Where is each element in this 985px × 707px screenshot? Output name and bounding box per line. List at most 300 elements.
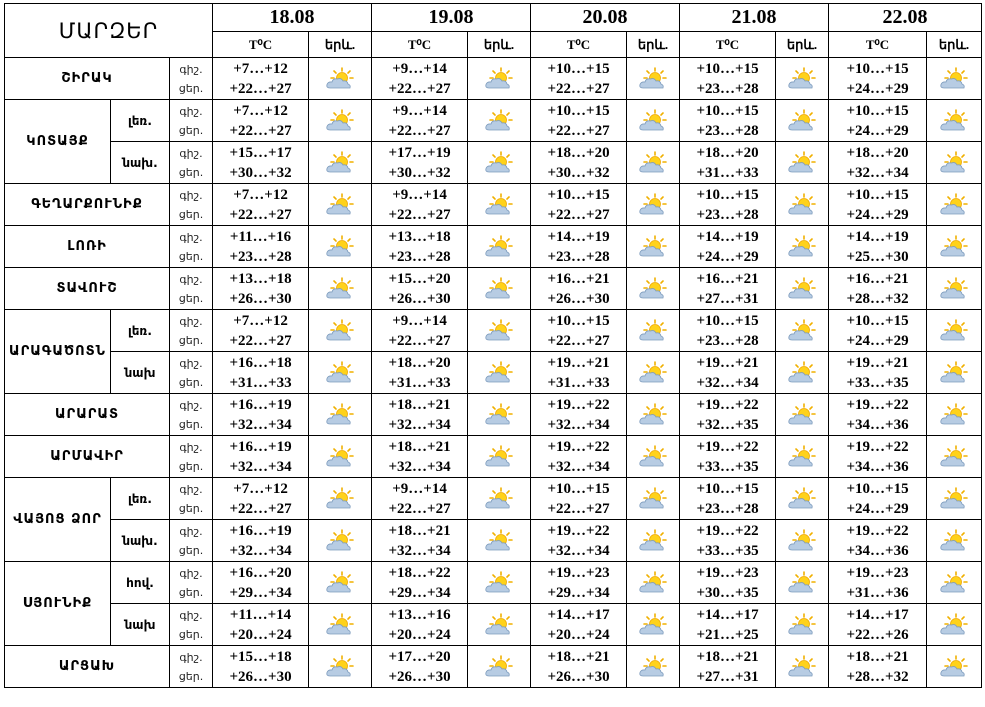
day-temp: +22…+27 <box>547 80 610 97</box>
sun-behind-cloud-icon <box>927 487 981 511</box>
day-label: ցեր. <box>178 417 204 431</box>
night-temp: +19…+23 <box>696 564 759 581</box>
day-temp: +23…+28 <box>696 500 759 517</box>
subregion-label: լեռ. <box>111 100 170 142</box>
time-of-day-labels <box>170 604 213 646</box>
weather-cell <box>627 310 680 352</box>
temperature-cell <box>213 436 309 478</box>
weather-cell <box>927 604 982 646</box>
weather-cell <box>927 100 982 142</box>
table-row <box>5 310 982 352</box>
sun-behind-cloud-icon <box>776 571 828 595</box>
day-temp: +24…+29 <box>846 500 909 517</box>
weather-cell <box>927 394 982 436</box>
weather-cell <box>309 58 372 100</box>
night-temp: +19…+22 <box>547 522 610 539</box>
day-temp: +24…+29 <box>846 206 909 223</box>
night-temp: +14…+17 <box>696 606 759 623</box>
night-temp: +18…+21 <box>388 438 451 455</box>
night-temp: +17…+19 <box>388 144 451 161</box>
day-temp: +22…+27 <box>388 122 451 139</box>
sun-behind-cloud-icon <box>468 277 530 301</box>
night-temp: +15…+18 <box>229 648 292 665</box>
sun-behind-cloud-icon <box>927 361 981 385</box>
sun-behind-cloud-icon <box>776 109 828 133</box>
date-header: 21.08 <box>680 4 829 32</box>
night-temp: +16…+21 <box>696 270 759 287</box>
day-temp: +22…+26 <box>846 626 909 643</box>
day-temp: +26…+30 <box>229 290 292 307</box>
day-temp: +22…+27 <box>547 500 610 517</box>
sun-behind-cloud-icon <box>927 151 981 175</box>
day-temp: +20…+24 <box>388 626 451 643</box>
temperature-cell <box>213 142 309 184</box>
day-label: ցեր. <box>178 585 204 599</box>
sun-behind-cloud-icon <box>627 613 679 637</box>
table-row <box>5 352 982 394</box>
region-name: ՇԻՐԱԿ <box>5 58 170 100</box>
weather-cell <box>309 142 372 184</box>
temperature-cell <box>829 646 927 688</box>
temperature-cell <box>213 226 309 268</box>
night-label: գիշ. <box>179 230 203 244</box>
weather-cell <box>627 604 680 646</box>
weather-cell <box>627 268 680 310</box>
time-of-day-labels <box>170 394 213 436</box>
night-temp: +18…+20 <box>696 144 759 161</box>
day-temp: +32…+34 <box>547 458 610 475</box>
night-temp: +19…+22 <box>846 396 909 413</box>
weather-cell <box>927 436 982 478</box>
night-temp: +18…+21 <box>388 522 451 539</box>
sun-behind-cloud-icon <box>776 613 828 637</box>
sun-behind-cloud-icon <box>627 235 679 259</box>
night-temp: +19…+22 <box>696 522 759 539</box>
temperature-cell <box>531 268 627 310</box>
day-temp: +23…+28 <box>229 248 292 265</box>
night-label: գիշ. <box>179 398 203 412</box>
night-label: գիշ. <box>179 440 203 454</box>
night-temp: +14…+19 <box>696 228 759 245</box>
temperature-cell <box>531 58 627 100</box>
temperature-cell <box>829 394 927 436</box>
night-temp: +7…+12 <box>233 186 288 203</box>
region-name: ԼՈՌԻ <box>5 226 170 268</box>
region-name: ԿՈՏԱՅՔ <box>5 100 111 184</box>
night-temp: +19…+22 <box>846 438 909 455</box>
weather-cell <box>927 310 982 352</box>
night-temp: +10…+15 <box>696 480 759 497</box>
night-temp: +14…+17 <box>846 606 909 623</box>
weather-cell <box>627 58 680 100</box>
temperature-cell <box>213 184 309 226</box>
weather-cell <box>927 646 982 688</box>
night-temp: +16…+18 <box>229 354 292 371</box>
temperature-cell <box>531 184 627 226</box>
sun-behind-cloud-icon <box>627 361 679 385</box>
night-temp: +10…+15 <box>696 312 759 329</box>
sun-behind-cloud-icon <box>927 613 981 637</box>
subregion-label: հով. <box>111 562 170 604</box>
day-temp: +32…+34 <box>388 458 451 475</box>
night-temp: +16…+21 <box>846 270 909 287</box>
sun-behind-cloud-icon <box>309 613 371 637</box>
weather-cell <box>776 310 829 352</box>
night-temp: +11…+16 <box>229 228 292 245</box>
day-temp: +23…+28 <box>547 248 610 265</box>
night-temp: +10…+15 <box>696 60 759 77</box>
temperature-cell <box>372 310 468 352</box>
temperature-cell <box>680 310 776 352</box>
day-temp: +33…+35 <box>846 374 909 391</box>
weather-column-header: երև. <box>776 32 829 58</box>
day-label: ցեր. <box>178 627 204 641</box>
day-temp: +22…+27 <box>388 332 451 349</box>
night-temp: +7…+12 <box>233 312 288 329</box>
night-temp: +10…+15 <box>547 312 610 329</box>
night-temp: +7…+12 <box>233 480 288 497</box>
day-temp: +32…+34 <box>696 374 759 391</box>
night-label: գիշ. <box>179 356 203 370</box>
weather-cell <box>309 352 372 394</box>
weather-cell <box>627 394 680 436</box>
time-of-day-labels <box>170 142 213 184</box>
day-temp: +28…+32 <box>846 668 909 685</box>
day-temp: +20…+24 <box>547 626 610 643</box>
weather-cell <box>309 100 372 142</box>
regions-header: ՄԱՐԶԵՐ <box>5 4 213 58</box>
weather-cell <box>927 352 982 394</box>
day-label: ցեր. <box>178 333 204 347</box>
weather-cell <box>627 478 680 520</box>
table-row <box>5 604 982 646</box>
temperature-cell <box>531 226 627 268</box>
night-temp: +13…+16 <box>388 606 451 623</box>
day-temp: +30…+32 <box>388 164 451 181</box>
region-name: ԳԵՂԱՐՔՈՒՆԻՔ <box>5 184 170 226</box>
night-temp: +15…+20 <box>388 270 451 287</box>
forecast-table <box>4 3 982 688</box>
day-temp: +22…+27 <box>547 206 610 223</box>
temperature-cell <box>372 184 468 226</box>
temp-column-header: T⁰C <box>372 32 468 58</box>
day-temp: +32…+34 <box>229 458 292 475</box>
weather-cell <box>927 142 982 184</box>
region-name: ՎԱՅՈՑ ՁՈՐ <box>5 478 111 562</box>
region-name: ՍՅՈՒՆԻՔ <box>5 562 111 646</box>
night-temp: +10…+15 <box>547 60 610 77</box>
subregion-label: լեռ. <box>111 478 170 520</box>
sun-behind-cloud-icon <box>468 151 530 175</box>
time-of-day-labels <box>170 184 213 226</box>
day-temp: +26…+30 <box>388 668 451 685</box>
sun-behind-cloud-icon <box>468 613 530 637</box>
sun-behind-cloud-icon <box>776 361 828 385</box>
day-temp: +33…+35 <box>696 542 759 559</box>
night-temp: +19…+21 <box>696 354 759 371</box>
sun-behind-cloud-icon <box>776 67 828 91</box>
temperature-cell <box>372 646 468 688</box>
sun-behind-cloud-icon <box>927 445 981 469</box>
temperature-cell <box>829 436 927 478</box>
region-name: ԱՐՑԱԽ <box>5 646 170 688</box>
day-temp: +22…+27 <box>229 332 292 349</box>
day-label: ցեր. <box>178 669 204 683</box>
sun-behind-cloud-icon <box>927 235 981 259</box>
day-temp: +27…+31 <box>696 290 759 307</box>
day-label: ցեր. <box>178 543 204 557</box>
day-label: ցեր. <box>178 123 204 137</box>
sun-behind-cloud-icon <box>627 403 679 427</box>
day-temp: +22…+27 <box>547 122 610 139</box>
sun-behind-cloud-icon <box>927 319 981 343</box>
time-of-day-labels <box>170 58 213 100</box>
temperature-cell <box>680 268 776 310</box>
night-temp: +18…+20 <box>388 354 451 371</box>
day-temp: +32…+34 <box>547 542 610 559</box>
weather-cell <box>627 100 680 142</box>
night-temp: +15…+17 <box>229 144 292 161</box>
temperature-cell <box>372 394 468 436</box>
sun-behind-cloud-icon <box>627 109 679 133</box>
temperature-cell <box>531 436 627 478</box>
temperature-cell <box>372 436 468 478</box>
day-temp: +25…+30 <box>846 248 909 265</box>
night-temp: +10…+15 <box>846 312 909 329</box>
weather-cell <box>776 394 829 436</box>
day-temp: +32…+34 <box>388 542 451 559</box>
temperature-cell <box>372 478 468 520</box>
sun-behind-cloud-icon <box>309 109 371 133</box>
temperature-cell <box>531 562 627 604</box>
subregion-label: լեռ. <box>111 310 170 352</box>
date-header: 22.08 <box>829 4 982 32</box>
day-temp: +22…+27 <box>547 332 610 349</box>
night-temp: +16…+19 <box>229 522 292 539</box>
sun-behind-cloud-icon <box>309 571 371 595</box>
sun-behind-cloud-icon <box>776 193 828 217</box>
day-temp: +22…+27 <box>388 206 451 223</box>
night-temp: +19…+21 <box>846 354 909 371</box>
night-temp: +19…+22 <box>547 438 610 455</box>
time-of-day-labels <box>170 478 213 520</box>
sun-behind-cloud-icon <box>468 361 530 385</box>
weather-cell <box>927 268 982 310</box>
night-temp: +19…+22 <box>846 522 909 539</box>
temperature-cell <box>531 100 627 142</box>
weather-cell <box>776 352 829 394</box>
temperature-cell <box>829 100 927 142</box>
night-temp: +10…+15 <box>846 60 909 77</box>
temperature-cell <box>531 478 627 520</box>
day-temp: +22…+27 <box>229 122 292 139</box>
temp-column-header: T⁰C <box>680 32 776 58</box>
weather-cell <box>309 604 372 646</box>
weather-cell <box>309 520 372 562</box>
temperature-cell <box>372 142 468 184</box>
weather-cell <box>776 520 829 562</box>
day-temp: +32…+34 <box>846 164 909 181</box>
night-temp: +11…+14 <box>229 606 292 623</box>
temperature-cell <box>680 436 776 478</box>
temp-column-header: T⁰C <box>531 32 627 58</box>
night-temp: +17…+20 <box>388 648 451 665</box>
temp-column-header: T⁰C <box>829 32 927 58</box>
temperature-cell <box>680 604 776 646</box>
time-of-day-labels <box>170 352 213 394</box>
sun-behind-cloud-icon <box>927 655 981 679</box>
weather-cell <box>627 142 680 184</box>
weather-cell <box>776 436 829 478</box>
sun-behind-cloud-icon <box>627 529 679 553</box>
night-label: գիշ. <box>179 146 203 160</box>
day-temp: +24…+29 <box>696 248 759 265</box>
weather-cell <box>468 394 531 436</box>
day-temp: +24…+29 <box>846 122 909 139</box>
sun-behind-cloud-icon <box>927 109 981 133</box>
day-temp: +34…+36 <box>846 416 909 433</box>
sun-behind-cloud-icon <box>776 445 828 469</box>
temperature-cell <box>531 604 627 646</box>
temperature-cell <box>680 58 776 100</box>
night-temp: +13…+18 <box>229 270 292 287</box>
temperature-cell <box>680 100 776 142</box>
temperature-cell <box>680 478 776 520</box>
temperature-cell <box>829 478 927 520</box>
weather-cell <box>468 352 531 394</box>
night-label: գիշ. <box>179 650 203 664</box>
weather-cell <box>927 520 982 562</box>
night-temp: +16…+19 <box>229 396 292 413</box>
sun-behind-cloud-icon <box>309 319 371 343</box>
sun-behind-cloud-icon <box>776 235 828 259</box>
weather-cell <box>468 520 531 562</box>
weather-cell <box>468 142 531 184</box>
temperature-cell <box>372 226 468 268</box>
sun-behind-cloud-icon <box>776 277 828 301</box>
weather-cell <box>309 226 372 268</box>
night-label: գիշ. <box>179 314 203 328</box>
temperature-cell <box>372 100 468 142</box>
weather-column-header: երև. <box>927 32 982 58</box>
weather-cell <box>627 562 680 604</box>
table-row <box>5 394 982 436</box>
sun-behind-cloud-icon <box>468 487 530 511</box>
weather-cell <box>776 142 829 184</box>
sun-behind-cloud-icon <box>309 655 371 679</box>
table-row <box>5 100 982 142</box>
weather-cell <box>468 100 531 142</box>
temperature-cell <box>680 646 776 688</box>
subregion-label: նախ <box>111 352 170 394</box>
temperature-cell <box>829 352 927 394</box>
night-temp: +14…+19 <box>547 228 610 245</box>
day-temp: +31…+36 <box>846 584 909 601</box>
weather-cell <box>776 478 829 520</box>
weather-cell <box>468 226 531 268</box>
weather-cell <box>468 310 531 352</box>
sun-behind-cloud-icon <box>927 193 981 217</box>
sun-behind-cloud-icon <box>776 151 828 175</box>
weather-cell <box>627 226 680 268</box>
temperature-cell <box>829 562 927 604</box>
day-temp: +23…+28 <box>696 206 759 223</box>
sun-behind-cloud-icon <box>927 529 981 553</box>
night-temp: +10…+15 <box>846 102 909 119</box>
day-temp: +32…+34 <box>229 542 292 559</box>
temp-column-header: T⁰C <box>213 32 309 58</box>
sun-behind-cloud-icon <box>468 655 530 679</box>
night-temp: +18…+22 <box>388 564 451 581</box>
sun-behind-cloud-icon <box>468 109 530 133</box>
weather-cell <box>776 604 829 646</box>
day-temp: +22…+27 <box>388 500 451 517</box>
sun-behind-cloud-icon <box>309 67 371 91</box>
day-temp: +31…+33 <box>547 374 610 391</box>
day-temp: +22…+27 <box>388 80 451 97</box>
date-header: 20.08 <box>531 4 680 32</box>
sun-behind-cloud-icon <box>468 67 530 91</box>
day-label: ցեր. <box>178 375 204 389</box>
temperature-cell <box>829 310 927 352</box>
night-label: գիշ. <box>179 482 203 496</box>
time-of-day-labels <box>170 310 213 352</box>
temperature-cell <box>372 58 468 100</box>
weather-cell <box>309 310 372 352</box>
day-temp: +33…+35 <box>696 458 759 475</box>
sun-behind-cloud-icon <box>776 319 828 343</box>
temperature-cell <box>680 226 776 268</box>
night-temp: +18…+21 <box>846 648 909 665</box>
day-temp: +21…+25 <box>696 626 759 643</box>
temperature-cell <box>213 604 309 646</box>
weather-column-header: երև. <box>627 32 680 58</box>
temperature-cell <box>372 604 468 646</box>
day-temp: +30…+32 <box>547 164 610 181</box>
weather-cell <box>627 520 680 562</box>
night-temp: +10…+15 <box>547 102 610 119</box>
day-temp: +30…+32 <box>229 164 292 181</box>
sun-behind-cloud-icon <box>468 319 530 343</box>
weather-cell <box>927 58 982 100</box>
day-temp: +23…+28 <box>696 80 759 97</box>
region-name: ԱՐԱԳԱԾՈՏՆ <box>5 310 111 394</box>
day-temp: +24…+29 <box>846 332 909 349</box>
sun-behind-cloud-icon <box>468 529 530 553</box>
night-label: գիշ. <box>179 104 203 118</box>
day-temp: +27…+31 <box>696 668 759 685</box>
temperature-cell <box>372 268 468 310</box>
temperature-cell <box>213 268 309 310</box>
night-temp: +19…+22 <box>547 396 610 413</box>
time-of-day-labels <box>170 268 213 310</box>
day-label: ցեր. <box>178 291 204 305</box>
temperature-cell <box>531 646 627 688</box>
subregion-label: նախ <box>111 604 170 646</box>
day-temp: +23…+28 <box>696 332 759 349</box>
day-temp: +34…+36 <box>846 542 909 559</box>
day-temp: +31…+33 <box>388 374 451 391</box>
night-temp: +18…+21 <box>547 648 610 665</box>
time-of-day-labels <box>170 436 213 478</box>
weather-cell <box>776 268 829 310</box>
temperature-cell <box>213 310 309 352</box>
sun-behind-cloud-icon <box>776 655 828 679</box>
sun-behind-cloud-icon <box>309 403 371 427</box>
weather-cell <box>309 268 372 310</box>
sun-behind-cloud-icon <box>309 235 371 259</box>
day-label: ցեր. <box>178 501 204 515</box>
